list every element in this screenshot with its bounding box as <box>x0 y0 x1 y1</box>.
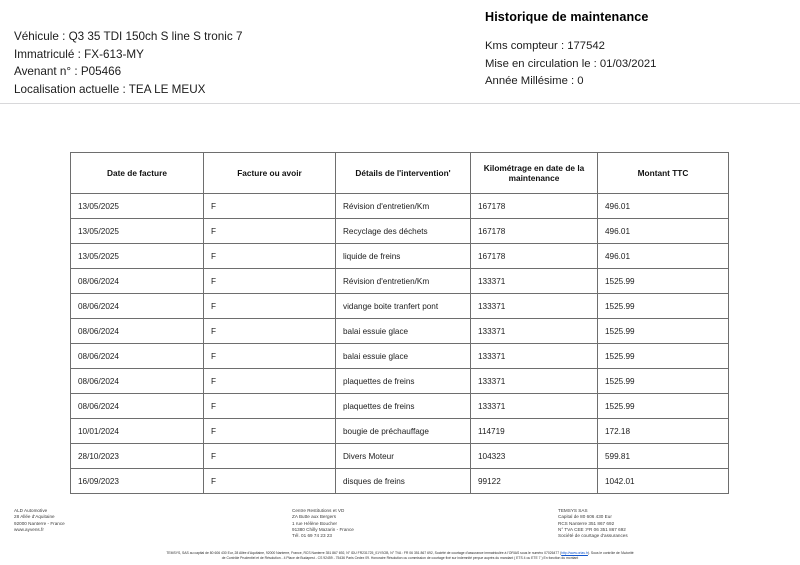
cell-invoice-date: 08/06/2024 <box>71 394 204 419</box>
footer-company-website[interactable]: www.ayvens.fr <box>14 526 44 532</box>
cell-invoice-or-credit: F <box>204 244 336 269</box>
column-header-intervention-details: Détails de l'intervention' <box>336 153 471 194</box>
cell-invoice-or-credit: F <box>204 294 336 319</box>
cell-intervention-details: liquide de freins <box>336 244 471 269</box>
footer-legal-entity-block <box>558 508 628 539</box>
footer-entity-capital: Capital de 80 606 430 Eur <box>558 514 612 520</box>
table-row <box>71 369 729 394</box>
maintenance-table-container <box>70 152 728 494</box>
table-row <box>71 269 729 294</box>
table-row <box>71 419 729 444</box>
odometer-line: Kms compteur : 177542 <box>485 40 605 52</box>
table-row <box>71 319 729 344</box>
footer-returns-center-block <box>292 508 354 539</box>
table-row <box>71 394 729 419</box>
contract-amendment-line: Avenant n° : P05466 <box>14 65 122 78</box>
table-header-row <box>71 153 729 194</box>
cell-amount-ttc: 1525.99 <box>598 344 729 369</box>
cell-amount-ttc: 172.18 <box>598 419 729 444</box>
cell-intervention-details: Révision d'entretien/Km <box>336 269 471 294</box>
cell-mileage: 167178 <box>471 244 598 269</box>
cell-mileage: 133371 <box>471 369 598 394</box>
cell-amount-ttc: 1042.01 <box>598 469 729 494</box>
column-header-mileage: Kilométrage en date de la maintenance <box>471 153 598 194</box>
cell-invoice-or-credit: F <box>204 394 336 419</box>
cell-mileage: 133371 <box>471 394 598 419</box>
footer-company-city: 92000 Nanterre - France <box>14 520 65 526</box>
cell-invoice-or-credit: F <box>204 444 336 469</box>
cell-invoice-date: 13/05/2025 <box>71 219 204 244</box>
cell-intervention-details: Divers Moteur <box>336 444 471 469</box>
table-row <box>71 294 729 319</box>
cell-intervention-details: balai essuie glace <box>336 319 471 344</box>
page-title: Historique de maintenance <box>485 10 649 24</box>
current-location-line: Localisation actuelle : TEA LE MEUX <box>14 82 206 96</box>
cell-amount-ttc: 1525.99 <box>598 369 729 394</box>
cell-invoice-date: 13/05/2025 <box>71 194 204 219</box>
table-row <box>71 219 729 244</box>
footer-entity-rcs: RCS Nanterre 351 867 692 <box>558 520 615 526</box>
cell-mileage: 114719 <box>471 419 598 444</box>
table-row <box>71 244 729 269</box>
cell-invoice-or-credit: F <box>204 419 336 444</box>
cell-invoice-date: 08/06/2024 <box>71 294 204 319</box>
footer-returns-title: Centre Restitutions et VD <box>292 508 345 513</box>
column-header-amount-ttc: Montant TTC <box>598 153 729 194</box>
vehicle-model-line: Véhicule : Q3 35 TDI 150ch S line S tronic 7 <box>14 30 243 43</box>
cell-amount-ttc: 1525.99 <box>598 269 729 294</box>
footer-company-name: ALD Automotive <box>14 508 48 513</box>
cell-intervention-details: Recyclage des déchets <box>336 219 471 244</box>
model-year-line: Année Millésime : 0 <box>485 75 584 87</box>
footer-entity-activity: Société de courtage d'assurances <box>558 533 628 539</box>
legal-text-before-link: TEMSYS, SAS au capital de 80 606 430 Eur, 28 Allée d'Aquitaine, 92000 Nanterre, France, RCS Nanterre 351 867 692, N° IDU FR231725_01YSOB, N° TVA : FR 06 351 867 692, Société de courtage d'assurance immatriculée à l'ORIAS sous le numéro 07026477 ( <box>166 551 562 555</box>
first-registration-line: Mise en circulation le : 01/03/2021 <box>485 57 657 70</box>
cell-mileage: 104323 <box>471 444 598 469</box>
maintenance-table-body <box>71 194 729 494</box>
footer-company-block <box>14 508 65 533</box>
cell-mileage: 133371 <box>471 294 598 319</box>
cell-invoice-date: 08/06/2024 <box>71 369 204 394</box>
table-row <box>71 194 729 219</box>
cell-invoice-or-credit: F <box>204 219 336 244</box>
cell-intervention-details: bougie de préchauffage <box>336 419 471 444</box>
header-divider <box>0 103 800 104</box>
cell-amount-ttc: 496.01 <box>598 219 729 244</box>
cell-invoice-date: 28/10/2023 <box>71 444 204 469</box>
legal-disclaimer <box>0 551 800 561</box>
column-header-invoice-date: Date de facture <box>71 153 204 194</box>
cell-intervention-details: plaquettes de freins <box>336 369 471 394</box>
maintenance-history-table <box>70 152 729 494</box>
cell-mileage: 133371 <box>471 344 598 369</box>
cell-invoice-date: 16/09/2023 <box>71 469 204 494</box>
footer-entity-vat: N° TVA CEE :FR 06 351 867 692 <box>558 526 626 532</box>
table-row <box>71 344 729 369</box>
vehicle-info-block <box>0 0 440 103</box>
cell-invoice-or-credit: F <box>204 369 336 394</box>
cell-amount-ttc: 496.01 <box>598 244 729 269</box>
cell-invoice-date: 08/06/2024 <box>71 269 204 294</box>
cell-intervention-details: vidange boite tranfert pont <box>336 294 471 319</box>
table-row <box>71 469 729 494</box>
cell-amount-ttc: 1525.99 <box>598 394 729 419</box>
table-row <box>71 444 729 469</box>
cell-mileage: 99122 <box>471 469 598 494</box>
cell-invoice-date: 08/06/2024 <box>71 344 204 369</box>
cell-invoice-or-credit: F <box>204 194 336 219</box>
orias-link[interactable]: http://www.orias.fr <box>561 551 588 555</box>
vehicle-plate-line: Immatriculé : FX-613-MY <box>14 47 144 61</box>
legal-disclaimer-line-2: de Contrôle Prudentiel et de Résolution - 4 Place de Budapest - CS 92459 - 75436 Paris Cedex 09. Honoraire Résolution ou commission de courtage fixé sur indemnité perçue auprès du mandant ( ETS 4 ou ETE 7 ) En fonction du montant <box>221 556 579 561</box>
footer-returns-street: 1 rue Hélène Boucher <box>292 520 338 526</box>
footer-company-street: 28 Allée d'Aquitaine <box>14 514 55 520</box>
column-header-invoice-or-credit: Facture ou avoir <box>204 153 336 194</box>
document-header <box>0 0 800 103</box>
cell-amount-ttc: 1525.99 <box>598 294 729 319</box>
cell-intervention-details: Révision d'entretien/Km <box>336 194 471 219</box>
cell-invoice-or-credit: F <box>204 319 336 344</box>
footer-returns-zone: ZA Butte aux Bergers <box>292 514 337 520</box>
cell-mileage: 167178 <box>471 194 598 219</box>
footer-returns-phone: Tél. 01 69 74 23 23 <box>292 533 332 539</box>
footer-returns-city: 91380 Chilly Mazarin - France <box>292 526 354 532</box>
footer-entity-name: TEMSYS SAS <box>558 508 588 513</box>
cell-invoice-date: 13/05/2025 <box>71 244 204 269</box>
cell-mileage: 133371 <box>471 269 598 294</box>
cell-invoice-or-credit: F <box>204 269 336 294</box>
cell-amount-ttc: 1525.99 <box>598 319 729 344</box>
cell-intervention-details: disques de freins <box>336 469 471 494</box>
cell-invoice-date: 08/06/2024 <box>71 319 204 344</box>
cell-invoice-or-credit: F <box>204 344 336 369</box>
cell-intervention-details: plaquettes de freins <box>336 394 471 419</box>
legal-text-after-link: ). Sous le contrôle de l'Autorité <box>587 551 634 555</box>
cell-invoice-or-credit: F <box>204 469 336 494</box>
cell-amount-ttc: 496.01 <box>598 194 729 219</box>
cell-amount-ttc: 599.81 <box>598 444 729 469</box>
cell-mileage: 167178 <box>471 219 598 244</box>
maintenance-summary-block <box>440 0 800 103</box>
cell-intervention-details: balai essuie glace <box>336 344 471 369</box>
cell-mileage: 133371 <box>471 319 598 344</box>
cell-invoice-date: 10/01/2024 <box>71 419 204 444</box>
